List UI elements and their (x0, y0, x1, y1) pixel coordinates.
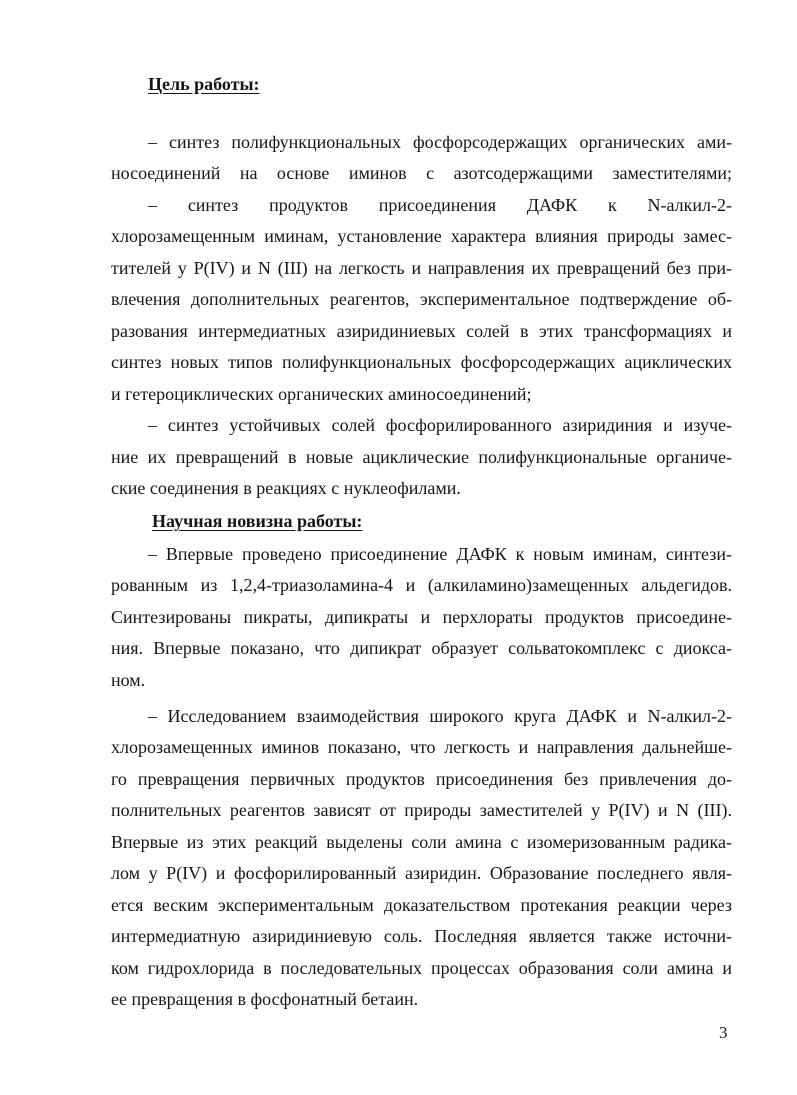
novelty-line: Синтезированы пикраты, дипикраты и перхлораты продуктов присоедине- (111, 607, 732, 627)
novelty-line: хлорозамещенных иминов показано, что легкость и направления дальнейше- (111, 737, 732, 757)
novelty-line: рованным из 1,2,4-триазоламина-4 и (алкиламино)замещенных альдегидов. (111, 575, 732, 595)
goal-line: хлорозамещенным иминам, установление характера влияния природы замес- (111, 226, 732, 246)
goal-line: ские соединения в реакциях с нуклеофилами. (111, 478, 461, 498)
goal-line: синтез новых типов полифункциональных фосфорсодержащих ациклических (111, 352, 732, 372)
novelty-line: ния. Впервые показано, что дипикрат образует сольватокомплекс с диокса- (111, 638, 732, 658)
goal-line: – синтез полифункциональных фосфорсодержащих органических ами- (148, 132, 732, 152)
novelty-line: го превращения первичных продуктов присоединения без привлечения до- (111, 769, 732, 789)
novelty-line: лом у P(IV) и фосфорилированный азиридин. Образование последнего явля- (111, 863, 732, 883)
page-number: 3 (719, 1023, 728, 1042)
novelty-line: полнительных реагентов зависят от природы заместителей у P(IV) и N (III). (111, 800, 732, 820)
novelty-line: – Исследованием взаимодействия широкого круга ДАФК и N-алкил-2- (148, 706, 732, 726)
novelty-line: интермедиатную азиридиниевую соль. Последняя является также источни- (111, 926, 732, 946)
novelty-line: – Впервые проведено присоединение ДАФК к новым иминам, синтези- (148, 544, 732, 564)
goal-line: ние их превращений в новые ациклические полифункциональные органиче- (111, 447, 732, 467)
goal-heading: Цель работы: (148, 74, 260, 94)
novelty-heading: Научная новизна работы: (152, 511, 363, 531)
novelty-line: ее превращения в фосфонатный бетаин. (111, 989, 419, 1009)
goal-line: и гетероциклических органических аминосоединений; (111, 384, 532, 404)
novelty-line: Впервые из этих реакций выделены соли амина с изомеризованным радика- (111, 832, 732, 852)
goal-line: – синтез устойчивых солей фосфорилированного азиридиния и изуче- (148, 415, 732, 435)
goal-line: тителей у P(IV) и N (III) на легкость и направления их превращений без при- (111, 258, 732, 278)
novelty-line: ется веским экспериментальным доказательством протекания реакции через (111, 895, 732, 915)
goal-line: разования интермедиатных азиридиниевых солей в этих трансформациях и (111, 321, 732, 341)
goal-line: влечения дополнительных реагентов, экспериментальное подтверждение об- (111, 289, 732, 309)
novelty-line: ном. (111, 670, 146, 690)
novelty-line: ком гидрохлорида в последовательных процессах образования соли амина и (111, 958, 732, 978)
goal-line: – синтез продуктов присоединения ДАФК к N-алкил-2- (148, 195, 732, 215)
goal-line: носоединений на основе иминов с азотсодержащими заместителями; (111, 163, 732, 183)
